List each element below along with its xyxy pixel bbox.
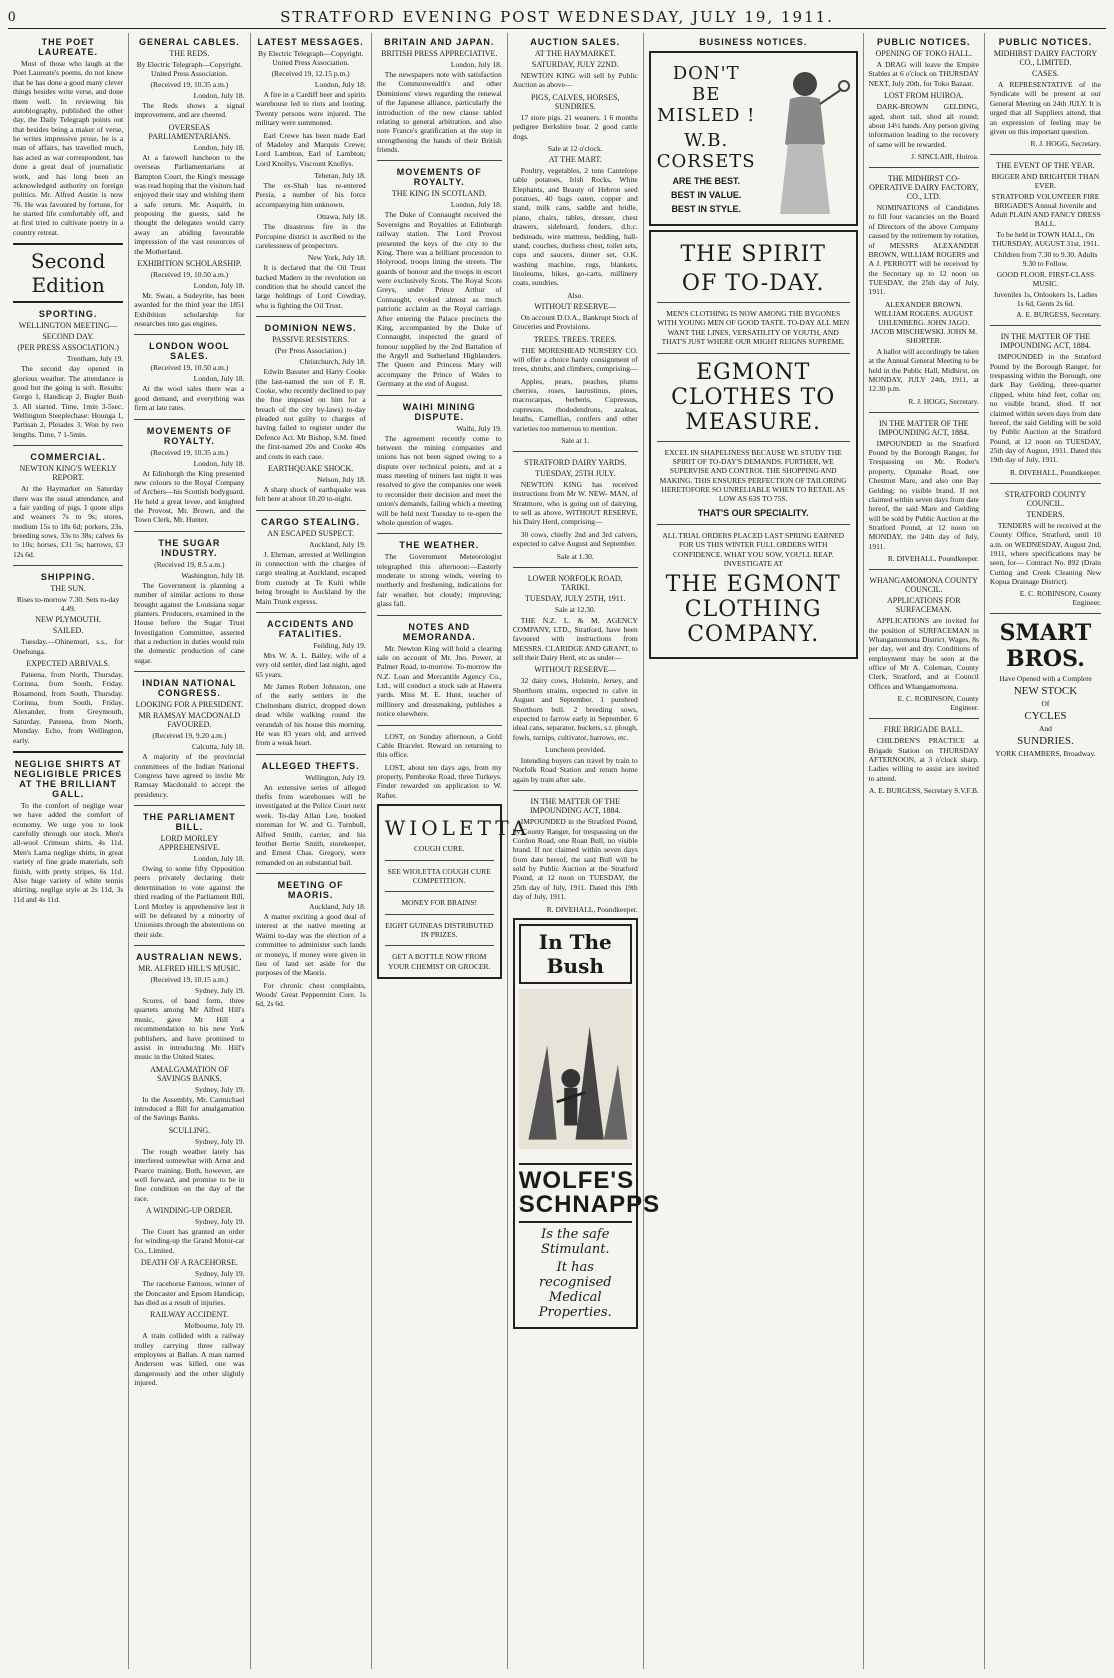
today-title: OF TO-DAY. [681, 271, 825, 296]
dateline: Auckland, July 19. [309, 539, 366, 549]
best-in-style: BEST IN STYLE. [671, 204, 741, 214]
egmont-company: THE EGMONT CLOTHING COMPANY. [665, 572, 841, 648]
article-text: The rough weather lately has interfered somewhat with Arnst and Pearce training. Both, however, are well forward, and promise to be in fine condition on the day of the race. [134, 1146, 245, 1203]
headline: ACCIDENTS AND FATALITIES. [267, 618, 355, 639]
notice-text: Juveniles 1s, Onlookers 1s, Ladies 1s 6d, Gents 2s 6d. [993, 290, 1098, 309]
subhead: WITHOUT RESERVE— [534, 301, 617, 311]
signature: R. DIVEHALL, Poundkeeper. [1009, 467, 1102, 477]
wioletta-money: MONEY FOR BRAINS! [401, 898, 478, 908]
headline: AUSTRALIAN NEWS. [136, 952, 243, 962]
masthead [8, 6, 1106, 29]
subhead: WHANGAMOMONA COUNTY COUNCIL. [869, 576, 979, 595]
article-text: The newspapers note with satisfaction the Commonwealth's and other Dominions' views regarding the renewal of the Japanese alliance, particularly the introduction of the new clause tabled relating to general arbitration, and also note France's gratification at the step in strengthening the hands of their British friends. [376, 70, 502, 154]
subhead: TENDERS. [1026, 509, 1065, 519]
sale-time: Sale at 12.30. [554, 604, 596, 614]
subhead: AT THE HAYMARKET. [534, 49, 616, 58]
article-text: Tuesday.—Ohinemuri, s.s., for Onehunga. [13, 637, 124, 656]
subhead: STRATFORD COUNTY COUNCIL. [1004, 489, 1087, 508]
headline: DOMINION NEWS. [264, 323, 357, 334]
article-text: An extensive series of alleged thefts from warehouses will be investigated at the Police Court next week. To-day Allan Lee, booked storeman for W. and G. Turnbull, Alfred Smith, carrier, and his brother Bertie Smith, storekeeper, and Ernest Chas. Gregory, were remanded on an substantial bail. [255, 782, 366, 867]
headline: MOVEMENTS OF ROYALTY. [146, 425, 232, 446]
article-text: At the wool sales there was a good demand, and everything was firm at late rates. [134, 384, 245, 413]
headline: AUCTION SALES. [530, 37, 621, 47]
article-text: To the comfort of neglige wear we have added the comfort of economy. We urge you to look carefully through our stock. Men's all-wool Crimean shirts, 4s 11d. Men's Lama neglige shirts, in great variety of fine grade materials, soft finish, with pretty stripes, 6s 11d. Also huge variety of white tennis shirting, neglige style at 2s 11d, 3s 11d and 4s 11d. [13, 800, 124, 904]
wioletta-get: GET A BOTTLE NOW FROM YOUR CHEMIST OR GROCER. [388, 952, 491, 971]
dateline: Feilding, July 19. [313, 640, 366, 650]
dateline: Sydney, July 19. [194, 1217, 245, 1226]
smart-text: Have Opened with a Complete [999, 674, 1092, 684]
corset-figure-icon [760, 64, 850, 214]
medical-properties: It has recognised Medical Properties. [538, 1259, 612, 1320]
headline: THE WEATHER. [399, 540, 480, 551]
dateline: London, July 18. [193, 91, 245, 100]
subhead: THE REDS. [169, 49, 210, 58]
subhead: LOOKING FOR A PRESIDENT. [135, 700, 244, 710]
article-text: Mrs W. A. L. Bailey, wife of a very old settler, died last night, aged 65 years. [255, 650, 366, 679]
subhead: PASSIVE RESISTERS. [272, 335, 350, 345]
notice-text: IMPOUNDED in the Stratford Pound by the Borough Ranger, for Trespassing on Mr. Roder's property, Opunake Road, one Chestnut Mare, and also one Bay Gelding; no visible brand. If not claimed within seven days from date hereof, the said Mare and Gelding will be sold by Public Auction at the Stratford Pound, at 12 noon on MONDAY, the 24th day of July, 1911. [868, 438, 979, 551]
article-text: Scores, of band form, three quartets among Mr Alfred Hill's music, gave Mr Hill a recommendation to his new York publishers, and have promised to assist in introducing Mr. Hill's music in the United States. [134, 996, 245, 1062]
also: Also. [567, 290, 584, 300]
sundries: SUNDRIES. [1017, 735, 1074, 748]
headline: BRITAIN AND JAPAN. [384, 37, 495, 47]
mens-clothing-text: MEN'S CLOTHING IS NOW AMONG THE BYGONES WITH YOUNG MEN OF GOOD TASTE. TO-DAY ALL MEN WANT THE LINES, VERSATILITY OF YOUTH, AND THAT'S JUST WHERE OUR MIGHT REIGNS SUPREME. [657, 309, 850, 347]
article-text: At a farewell luncheon to the overseas Parliamentarians at Bampton Court, the King's message was read hoping that the visitors had enjoyed their stay and wishing them a safe return. Mr. Asquith, in proposing the guests, said he thought the delegates would carry away an abiding favourable impression of the vast resources of the Motherland. [134, 152, 245, 256]
dont-be-misled: DON'T BE MISLED ! [657, 63, 756, 126]
column-1 [8, 33, 129, 1669]
dateline: London, July 18. [193, 374, 245, 384]
headline: LATEST MESSAGES. [257, 37, 364, 47]
article-text: In the Assembly, Mr. Carmichael introduced a Bill for amalgamation of the Savings Banks. [134, 1094, 245, 1123]
subhead: SATURDAY, JULY 22ND. [531, 60, 619, 69]
headline: MEETING OF MAORIS. [277, 880, 344, 900]
wioletta-title: WIOLETTA [384, 816, 530, 841]
york-chambers: YORK CHAMBERS, Broadway. [995, 749, 1096, 759]
egmont-advert [649, 230, 858, 659]
article-text: The second day opened in glorious weather. The attendance is good but the going is soft. Results: Gorgo 1, Handicap 2, Bugler Bush 3. All started. Time, 1min 3-5sec. Wellington Steeplechase: Hounga 1, Partisan 2, Pleiades 3. Won by two lengths. Time, 7 1-5min. [13, 364, 124, 439]
notice-text: To be held in TOWN HALL, On THURSDAY, AUGUST 31st, 1911. [991, 230, 1100, 249]
advert-text: NEWTON KING will sell by Public Auction as above— [512, 71, 638, 90]
subhead: AMALGAMATION OF SAVINGS BANKS. [150, 1064, 229, 1083]
speciality: THAT'S OUR SPECIALITY. [697, 507, 809, 518]
column-6 [644, 33, 864, 1669]
article-text: The agreement recently come to between the mining companies and unions has not been signed owing to a dispute over technical points, and at a mass meeting of miners last night it was resolved to give the companies one week to reconsider their decision and meet the union's demands, failing which a meeting will be held next Tuesday to re-open the whole question of wages. [376, 433, 502, 527]
subhead: TREES. TREES. TREES. [533, 334, 617, 344]
received: (Received 19, 10.35 a.m.) [150, 80, 229, 89]
advert-text: On account D.O.A., Bankrupt Stock of Groceries and Provisions. [512, 312, 638, 332]
advert-text: Intending buyers can travel by train to Norfolk Road Station and return home again by train after sale. [512, 756, 638, 784]
subhead: IN THE MATTER OF THE IMPOUNDING ACT, 1884. [1000, 332, 1091, 351]
subhead: FIRE BRIGADE BALL. [883, 725, 964, 735]
subhead: MR RAMSAY MACDONALD FAVOURED. [138, 711, 241, 730]
article-text: The Court has granted an order for winding-up the Grand Motor-car Co., Limited. [134, 1227, 245, 1255]
press-credit: (PER PRESS ASSOCIATION.) [17, 343, 119, 353]
dateline: Christchurch, July 18. [299, 357, 366, 367]
subhead: LOST FROM HUIROA. [883, 91, 964, 101]
lost-notice: LOST, on Sunday afternoon, a Gold Cable Bracelet. Reward on returning to this office. [376, 731, 502, 760]
wioletta-competition: SEE WIOLETTA COUGH CURE COMPETITION. [387, 866, 491, 885]
second-edition-banner: Second Edition [13, 243, 123, 303]
dateline: Wellington, July 19. [305, 772, 366, 782]
advert-text: 30 cows, chiefly 2nd and 3rd calvers, expected to calve August and September. [512, 529, 638, 549]
notice-text: CHILDREN'S PRACTICE at Brigade Station on THURSDAY AFTERNOON, at 3 o'clock sharp. Ladies willing to assist are invited to attend. [868, 736, 979, 783]
dateline: London, July 18. [193, 458, 245, 468]
article-text: Owing to some fifty Opposition peers privately declaring their determination to vote against the third reading of the Parliament Bill, Lord Morley is apprehensive lest it will be defeated by a minority of Unionists through the abstentions on their side. [134, 864, 245, 939]
article-text: A train collided with a railway trolley carrying three railway employees at Ballan. A man named Anderson was killed, one was dangerously and the other slightly injured. [134, 1331, 245, 1388]
subhead: APPLICATIONS FOR SURFACEMAN. [886, 596, 961, 615]
wioletta-prizes: EIGHT GUINEAS DISTRIBUTED IN PRIZES. [385, 920, 494, 939]
notice-text: IMPOUNDED in the Stratford Pound by the Borough Ranger, for trespassing within the Borough, one dark Bay Gelding, three-quarter clipped, white hind feet, collar on; no visible brand, shod. If not claimed within seven days from date hereof, the said Gelding will be sold by Public Auction at the Stratford Pound, at 12 noon on TUESDAY, 25th day of August, 1911. Dated this 19th day of July, 1911. [989, 352, 1102, 465]
headline: MOVEMENTS OF ROYALTY. [396, 167, 482, 188]
article-text: J. Ehrman, arrested at Wellington in connection with the charges of cargo stealing at Auckland, escaped from custody at Te Kuiti while being brought to Auckland by the Main Trunk express. [255, 549, 366, 606]
dateline: London, July 18. [450, 200, 502, 210]
article-text: A fire in a Cardiff beer and spirits warehouse led to riots and looting. Twenty persons were injured. The military were summoned. [255, 90, 366, 128]
article-text: Mr. Swan, a Sudeyrite, has been awarded for the third year the 1851 Exhibition scholarship for researches into gas engines. [134, 290, 245, 328]
dateline: Trentham, July 19. [66, 354, 124, 364]
notice-text: STRATFORD VOLUNTEER FIRE BRIGADE'S Annual Juvenile and Adult PLAIN AND FANCY DRESS BALL. [990, 192, 1101, 229]
subhead: PIGS, CALVES, HORSES, SUNDRIES. [531, 92, 620, 111]
column-4 [372, 33, 530, 1669]
article-text: The ex-Shah has re-entered Persia, a number of his force accompanying him unknown. [255, 181, 366, 209]
headline: LONDON WOOL SALES. [149, 341, 230, 362]
article-text: Mr James Robert Johnston, one of the early settlers in the Cheltenham district, dropped down dead while walking round the verandah of his house this morning. He was 83 years old, and arrived from a weak heart. [255, 682, 366, 748]
dateline: London, July 18. [193, 280, 245, 290]
smart-bros-title: SMART BROS. [999, 620, 1092, 673]
signature: R. J. HOGG, Secretary. [908, 396, 979, 406]
headline: THE SUGAR INDUSTRY. [158, 537, 221, 558]
subhead: NEWTON KING'S WEEKLY REPORT. [19, 464, 117, 483]
subhead: IN THE MATTER OF THE IMPOUNDING ACT, 1884. [529, 797, 621, 816]
received: (Received 19, 10.15 a.m.) [150, 975, 229, 984]
dateline: Waihi, July 19. [456, 423, 502, 433]
notice-text: A DRAG will leave the Empire Stables at 6 o'clock on THURSDAY NEXT, July 20th, for Toko Bazaar. [868, 60, 979, 88]
subhead: EXHIBITION SCHOLARSHIP. [137, 258, 242, 268]
subhead: MIDHIRST DAIRY FACTORY CO., LIMITED. [993, 49, 1098, 67]
subhead: SCULLING. [168, 1125, 211, 1135]
dateline: Sydney, July 19. [194, 1269, 245, 1279]
advert-text: Apples, pears, peaches, plums cherries, roses, laurustinus, pines, macrocarpas, berberis, Cupressus, cupressus, rhododendrons, azaleas, heaths, Camellias, conifers and other varieties too numerous to mention. [512, 376, 638, 433]
subhead: BRITISH PRESS APPRECIATIVE. [381, 49, 498, 58]
and: And [1038, 724, 1052, 734]
best-in-value: BEST IN VALUE. [671, 190, 742, 200]
notice-text: Children from 7.30 to 9.30. Adults 9.30 to Follow. [993, 250, 1098, 269]
signature: R. DIVEHALL, Poundkeeper. [546, 904, 638, 914]
dateline: Sydney, July 19. [194, 1136, 245, 1146]
signature: R. J. HOGG, Secretary. [1030, 139, 1102, 149]
trial-orders-text: ALL TRIAL ORDERS PLACED LAST SPRING EARNED FOR US THIS WINTER FULL ORDERS WITH CONFIDENCE. WHAT YOU SOW, YOU'LL REAP. INVESTIGATE AT [662, 530, 845, 568]
candidate-names: ALEXANDER BROWN. WILLIAM ROGERS. AUGUST UHLENBERG. JOHN JAGO. JACOB MISCHEWSKI. JOHN M. SHORTER. [870, 299, 977, 345]
article-text: At Edinburgh the King presented new colours to the Royal Company of Archers—his Scottish bodyguard. He held a great levee, and knighted the Provost, Mr. Brown, and the Town Clerk, Mr. Hunter. [134, 468, 245, 525]
article-text: Earl Crewe has been made Earl of Madeley and Marquis Crewe; Lord Lambton, Earl of Lambton; Lord Knollys, Viscount Knollys. [255, 130, 366, 168]
dateline: Washington, July 18. [181, 570, 245, 580]
signature: A. E. BURGESS, Secretary S.V.F.B. [868, 786, 979, 795]
article-text: The Government is planning a number of similar actions to those brought against the Louisiana sugar planters. Producers, examined in the House before the Sugar Trust Investigation Committee, asserted that a reduction in duties would ruin the domestic production of cane sugar. [134, 580, 245, 665]
article-text: Edwin Bassner and Harry Cooke (the last-named the son of F. R. Cooke, who recently declined to pay the fine imposed on him for a breach of the city by-laws) to-day pleaded not guilty to charges of having failed to register under the Defence Act. Mr Bishop, S.M. fined the first-named 20s and Cooke 40s and costs in each case. [255, 367, 366, 461]
dateline: Ottawa, July 18. [316, 212, 366, 222]
subhead: THE SUN. [50, 584, 86, 594]
subhead: THE KING IN SCOTLAND. [391, 189, 487, 199]
wioletta-advert [377, 804, 530, 979]
subhead: SECOND DAY. [42, 332, 94, 342]
dateline: Nelson, July 18. [317, 474, 366, 484]
article-text: It is declared that the Oil Trust backed Madero in the revolution on condition that he should cancel the large holdings of Lord Cowdray, who is fighting the Oil Trust. [255, 263, 366, 310]
in-the-bush-title: In The Bush [519, 924, 632, 984]
headline: ALLEGED THEFTS. [261, 760, 360, 771]
signature: A. E. BURGESS, Secretary. [1016, 310, 1102, 320]
subhead: WITHOUT RESERVE— [534, 665, 617, 675]
lost-notice: LOST, about ten days ago, from my property, Pembroke Road, three Turkeys. Finder rewarded on application to W. Rafter. [376, 762, 502, 800]
received: (Received 19, 9.20 a.m.) [152, 731, 227, 741]
subhead: STRATFORD DAIRY YARDS. [524, 457, 627, 467]
subhead: LOWER NORFOLK ROAD, TARIKI. [527, 573, 623, 592]
headline: SPORTING. [38, 309, 98, 320]
dateline: Teheran, July 18. [314, 171, 366, 180]
dateline: London, July 18. [314, 80, 366, 89]
wolfes-schnapps: WOLFE'S SCHNAPPS [519, 1163, 632, 1223]
article-text: A matter exciting a good deal of interest at the native meeting at Waimi to-day was the election of a committee to administer such lands or moneys, if money were given in lieu of land set aside for the purposes of the Maoris. [255, 912, 366, 978]
subhead: THE MIDHIRST CO-OPERATIVE DAIRY FACTORY, CO., LTD. [869, 174, 979, 201]
advert-text: THE MORESHEAD NURSERY CO. will offer a choice hardy consignment of trees, shrubs, and climbers, comprising— [512, 345, 638, 374]
subhead: EXPECTED ARRIVALS. [26, 658, 110, 668]
subhead: OVERSEAS PARLIAMENTARIANS. [148, 122, 231, 141]
article-text: At the Haymarket on Saturday there was the usual attendance, and a fair yarding of pigs. I quote slips and weaners 7s to 9s; stores, medium 15s to 18s 6d; porkers, 23s, breeding sows, 33s to 38s; calves 6s to 10s; horses, £31 5s; harrows, £3 12s 6d. [13, 484, 124, 559]
dateline: Sydney, July 19. [194, 986, 245, 995]
dateline: Calcutta, July 18. [192, 742, 245, 752]
subhead: TUESDAY, 25TH JULY. [535, 468, 616, 478]
signature: E. C. ROBINSON, County Engineer. [897, 694, 979, 713]
received: (Received 19, 8.5 a.m.) [154, 559, 225, 569]
advert-text: 17 store pigs. 21 weaners. 1 6 months pedigree Berkshire boar. 2 good cattle dogs. [512, 112, 638, 141]
notice-text: BIGGER AND BRIGHTER THAN EVER. [991, 172, 1100, 191]
subhead: IN THE MATTER OF THE IMPOUNDING ACT, 1884. [878, 418, 970, 437]
sale-time: Sale at 1. [561, 435, 590, 445]
byline: By Electric Telegraph—Copyright. United Press Association. [136, 60, 243, 78]
article-text: Most of those who laugh at the Poet Laureate's poems, do not know that he has done a good many clever things besides write verse, and done them well. In reviewing his autobiography, published the other day, the Daily Telegraph points out that besides being a maker of verse, he writes impressive prose, he is a man of affairs, has travelled much, has acted as war correspondent, has done a great deal of journalistic work, and has long been an acknowledged authority on foreign politics. Mr. Alfred Austin is now 76. He was favoured by fortune, for he started life comfortably off, and at first tried to cultivate poetry in a country retreat. [13, 59, 124, 237]
wioletta-cough: COUGH CURE. [414, 844, 465, 854]
headline: CARGO STEALING. [261, 516, 361, 527]
subhead: NEW PLYMOUTH. [35, 615, 101, 625]
subhead: LORD MORLEY APPREHENSIVE. [158, 834, 220, 852]
byline: By Electric Telegraph—Copyright. United Press Association. [257, 49, 364, 67]
notice-text: GOOD FLOOR. FIRST-CLASS MUSIC. [996, 270, 1095, 289]
egmont-clothes: EGMONT CLOTHES TO MEASURE. [671, 359, 836, 435]
corsets-advert [649, 51, 858, 226]
article-text: Pateena, from North, Thursday. Corinna, from South, Friday. Rosamond, from South, Thursday. Corinna, from South, Friday. Alexander, from Greymouth, Saturday. Pateena, from North, Monday. Echo, from Wellington, early. [13, 669, 124, 745]
headline: PUBLIC NOTICES. [877, 37, 971, 47]
article-text: Mr. Newton King will hold a clearing sale on account of Mr. Jno. Power, at Palmer Road, to-morrow. To-morrow the N.Z. Loan and Mercantile Agency Co., Ltd., will conduct a stock sale at Hawera yards. Miss M. E. Hunt, teacher of millinery and dressmaking, publishes a notice elsewhere. [376, 643, 502, 719]
of: Of [1041, 699, 1050, 709]
headline: INDIAN NATIONAL CONGRESS. [142, 678, 237, 699]
dateline: Sydney, July 19. [194, 1084, 245, 1094]
subhead: AT THE MART. [548, 154, 602, 164]
advert-text: For chronic chest complaints, Woods' Great Peppermint Cure. 1s 6d, 2s 6d. [255, 980, 366, 1009]
page-number: 0 [8, 8, 17, 25]
headline: GENERAL CABLES. [138, 37, 240, 47]
article-text: The Reds shows a signal improvement, and are cheered. [134, 101, 245, 120]
cycles: CYCLES [1024, 710, 1067, 723]
received: (Received 19, 12.15 p.m.) [271, 69, 350, 78]
subhead: WELLINGTON MEETING— [18, 321, 118, 331]
dateline: London, July 18. [450, 60, 502, 69]
subhead: RAILWAY ACCIDENT. [150, 1310, 229, 1320]
sale-time: Sale at 1.30. [556, 551, 594, 561]
article-text: A majority of the provincial committees of the Indian National Congress have agreed to invite Mr Ramsay Macdonald to accept the presidency. [134, 752, 245, 799]
notice-text: DARK-BROWN GELDING, aged, short tail, shod all round; about 14½ hands. Any person giving information leading to the recovery of same will be rewarded. [868, 102, 979, 149]
article-text: The Duke of Connaught received the Sovereigns and Royalties at Edinburgh railway station. The Lord Provost presented the keys of the city to the King. There was a brilliant procession to Holyrood, troops lining the streets. The guards of honour and the troops in escort were exclusively Scots. The Royal Scots Greys, under Prince Arthur of Connaught, evoked almost as much patriotic acclaim as the Royal carriage. After entering the Palace precincts the King, accompanied by the Duke of Connaught, inspected the guard of honour supplied by the 2nd Battalion of the Argyll and Sutherland Highlanders. The Queen and Princess Mary will accompany the Prince of Wales to Germany at the end of August. [376, 210, 502, 389]
luncheon: Luncheon provided. [545, 745, 606, 754]
signature: E. C. ROBINSON, County Engineer. [1019, 589, 1102, 608]
advert-text: NEWTON KING has received instructions from Mr W. NEW- MAN, of Stratmore, who is going out of dairying, to sell as above, WITHOUT RESERVE, his Dairy Herd, comprising— [512, 479, 638, 527]
subhead: MR. ALFRED HILL'S MUSIC. [138, 964, 241, 973]
subhead: EARTHQUAKE SHOCK. [267, 463, 354, 473]
headline: THE POET LAUREATE. [38, 37, 99, 57]
column-3 [251, 33, 372, 1669]
dateline: Melbourne, July 19. [184, 1321, 245, 1331]
notice-text: IMPOUNDED in the Stratford Pound, by County Ranger, for trespassing on the Cordon Road, one Roan Bull, no visible brand. If not claimed within seven days from date hereof, the said Bull will be sold by Public Auction at the Stratford Pound, at 12 noon on TUESDAY, the 25th day of July, 1911. Dated this 19th day of July, 1911. [512, 817, 638, 902]
column-7 [864, 33, 985, 1669]
subhead: A WINDING-UP ORDER. [145, 1206, 233, 1215]
schnapps-advert [513, 918, 661, 1329]
article-text: Rises to-morrow 7.30. Sets to-day 4.49. [16, 595, 120, 614]
are-the-best: ARE THE BEST. [672, 176, 740, 186]
headline: BUSINESS NOTICES. [699, 37, 808, 47]
headline: PUBLIC NOTICES. [998, 37, 1093, 47]
dateline: London, July 18. [193, 142, 245, 152]
subhead: TUESDAY, JULY 25TH, 1911. [525, 593, 626, 603]
headline: NOTES AND MEMORANDA. [402, 621, 476, 642]
received: (Received 19, 10.50 a.m.) [150, 269, 229, 279]
signature: J. SINCLAIR, Huiroa. [911, 152, 979, 161]
bush-illustration-icon [519, 984, 632, 1154]
press-credit: (Per Press Association.) [274, 346, 347, 356]
dateline: Auckland, July 18. [309, 902, 366, 911]
advert-text: Poultry, vegetables, 2 tons Cantelope table potatoes, Irish Rocks, White Elephants, and Beauty of Hebron seed potatoes, 40 bags oaten, copper and stand, milk cans, saddle and bridle, piano, chairs, tables, dresser, chest drawers, sideboard, fenders, d.b.c. bedsteads, wire mattress, bedding, hall-stand, couches, duchess chest, toilet sets, cups and saucers, dinner set, O.K. washing machine, rugs, blankets, linoleums, hikes, go-carts, millinery coats, sundries. [512, 165, 638, 288]
notice-text: A REPRESENTATIVE of the Syndicate will be present at our General Meeting on 24th JULY. It is urged that all Suppliers attend, that an expression of feeling may be given on this important question. [989, 80, 1102, 136]
received: (Received 19, 10.35 a.m.) [150, 447, 229, 457]
signature: R. DIVEHALL, Poundkeeper. [887, 554, 979, 564]
subhead: THE EVENT OF THE YEAR. [996, 161, 1095, 171]
dateline: New York, July 18. [307, 253, 366, 263]
subhead: OPENING OF TOKO HALL. [875, 49, 973, 58]
new-stock: NEW STOCK [1013, 685, 1078, 698]
advert-text: THE N.Z. L. & M. AGENCY COMPANY, LTD., Stratford, have been favoured with instructions from MESSRS. CLARIDGE AND GRANT, to sell their Dairy Herd, etc as under— [512, 615, 638, 662]
headline: WAIHI MINING DISPUTE. [402, 401, 476, 422]
column-8 [985, 33, 1106, 1669]
headline: COMMERCIAL. [30, 452, 106, 463]
article-text: The disastrous fire in the Porcupine district is ascribed to the carelessness of prospectors. [255, 222, 366, 250]
subhead: DEATH OF A RACEHORSE. [140, 1258, 238, 1268]
notice-text: APPLICATIONS are invited for the position of SURFACEMAN in Whangamomona District. Wages, 8s per day, wet and dry. Conditions of employment may be seen at the office of Mr A. Coleman, County Clerk, Stratford, and at Council Offices and Whangamomona. [868, 616, 979, 691]
received: (Received 19, 10.50 a.m.) [150, 363, 229, 373]
subhead: CASES. [1032, 69, 1059, 78]
dateline: London, July 18. [193, 854, 245, 863]
article-text: The racehorse Famous, winner of the Doncaster and Epsom Handicap, has died as a result of injuries. [134, 1279, 245, 1307]
headline: NEGLIGE SHIRTS AT NEGLIGIBLE PRICES AT THE BRILLIANT GALL. [14, 758, 123, 799]
column-2 [129, 33, 250, 1669]
column-5 [508, 33, 661, 1669]
headline: SHIPPING. [40, 572, 96, 583]
spirit-title: THE SPIRIT [680, 242, 826, 267]
safe-stimulant: Is the safe Stimulant. [540, 1226, 610, 1257]
article-text: A sharp shock of earthquake was felt here at about 10.20 to-night. [255, 484, 366, 504]
article-text: The Government Meteorologist telegraphed this afternoon:—Easterly moderate to strong winds, veering to northerly and freshening, indications for fair weather, but cloudy; improving; glass fall. [376, 552, 502, 609]
advert-text: 32 dairy cows, Holstein, Jersey, and Shorthorn strains, expected to calve in August and September. 1 purebred Shorthorn bull. 2 breeding sows, expected to farrow early in September. 6 ideal cans, separator, buckets, s.t. plough, fowls, turnips, cultivator, harrows, etc. [512, 676, 638, 742]
excel-text: EXCEL IN SHAPELINESS BECAUSE WE STUDY THE SPIRIT OF TO-DAY'S DEMANDS. FURTHER, WE SUPERVISE AND CONTROL THE SHOPPING AND MAKING. THIS ENSURES PERFECTION OF TAILORING HERETOFORE SO UNRELIABLE WHEN TO RETAIL AS LOW AS 63S TO 75S. [659, 447, 847, 504]
sale-time: Sale at 12 o'clock. [547, 143, 603, 153]
notice-text: NOMINATIONS of Candidates to fill four vacancies on the Board of Directors of the above Company caused by the retirement by rotation, of MESSRS ALEXANDER BROWN, WILLIAM ROGERS and A J. PERROTT will be received by the Secretary up to 12 noon on TUESDAY, the 25th day of July, 1911. [868, 203, 979, 297]
subhead: SAILED. [52, 626, 84, 636]
wb-corsets: W.B. CORSETS [656, 130, 756, 172]
notice-text: TENDERS will be received at the County Office, Stratford, until 10 a.m. on WEDNESDAY, August 2nd, 1911, where specifications may be seen, for— Contract No. 892 (Drain Cutting and Creek Cleaning New Kopua Drainage District). [989, 520, 1102, 586]
notice-text: A ballot will accordingly be taken at the Annual General Meeting to be held in the Public Hall, Midhirst, on MONDAY, JULY 24th, 1911, at 12.30 p.m. [868, 346, 979, 394]
headline: THE PARLIAMENT BILL. [142, 812, 236, 832]
subhead: AN ESCAPED SUSPECT. [267, 528, 354, 538]
masthead-title: STRATFORD EVENING POST WEDNESDAY, JULY 19, 1911. [280, 8, 834, 26]
